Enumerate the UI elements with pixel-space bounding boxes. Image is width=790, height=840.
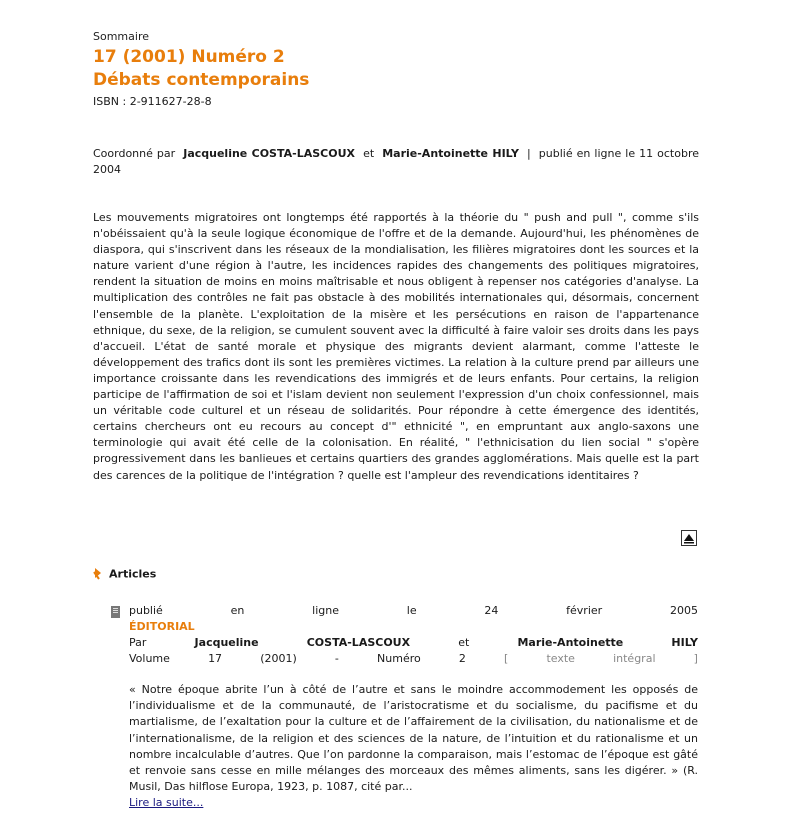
word: ligne — [312, 604, 339, 617]
author-first-name[interactable]: Marie-Antoinette — [517, 636, 624, 649]
article-authors-line — [129, 635, 698, 651]
breadcrumb-sommaire[interactable]: Sommaire — [93, 30, 149, 43]
back-to-top-button[interactable] — [681, 530, 697, 546]
arrow-icon — [93, 566, 105, 583]
article-section-title[interactable]: ÉDITORIAL — [129, 620, 195, 633]
issue-abstract: Les mouvements migratoires ont longtemps été rapportés à la théorie du " push and pull ", comme s'ils n'obéissaient qu'à la seule logique économique de l'offre et de la demande. Aujourd'hui, les phénomènes de diaspora, qui s'inscrivent dans les réseaux de la mondialisation, les filières migratoires dont les sources et la nature varient d'une région à l'autre, les incidences rapides des changements des politiques migratoires, rendent la situation de moins en moins maîtrisable et nous obligent à repenser nos catégories d'analyse. La multiplication des contrôles ne fait pas obstacle à des mobilités internationales qui, désormais, concernent l'ensemble de la planète. L'exploitation de la misère et les persécutions en raison de l'appartenance ethnique, du sexe, de la religion, se cumulent souvent avec la difficulté à faire valoir ses droits dans les pays d'accueil. L'état de santé morale et physique des migrants devient alarmant, comme l'atteste le développement des trafics dont ils sont les premières victimes. La relation à la culture prend par ailleurs une importance croissante dans les revendications des immigrés et de leurs enfants. Pour certains, la religion participe de l'affirmation de soi et l'islam devient non seulement l'expression d'un choix confessionnel, mais un véritable code culturel et un réseau de solidarités. Pour répondre à cette émergence des identités, certains chercheurs ont eu recours au concept d'" ethnicité ", en empruntant aux anglo-saxons une terminologie qui avait été celle de la colonisation. En réalité, " l'ethnicisation du lien social " s'opère progressivement dans les banlieues et certains quartiers des grandes agglomérations. Mais quelle est la part des carences de la politique de l'intégration ? quelle est l'ampleur des revendications identitaires ? — [93, 211, 699, 482]
read-more-link[interactable]: Lire la suite... — [129, 796, 204, 809]
article-excerpt: « Notre époque abrite l’un à côté de l’autre et sans le moindre accommodement les opposés de l’individualisme et de la communauté, de l’aristocratisme et du socialisme, du pacifisme et du martialisme, de l’exaltation pour la culture et de l’affairement de la civilisation, du nationalisme et de l’internationalisme, de la religion et des sciences de la nature, de l’intuition et du rationalisme et un nombre incalculable d’autres. Que l’on pardonne la comparaison, mais l’estomac de l’époque est gâté et renvoie sans cesse en mille mélanges des morceaux des mêmes aliments, sans les digérer. » (R. Musil, Das hilflose Europa, 1923, p. 1087, cité par... — [129, 683, 698, 794]
word: le — [406, 604, 417, 617]
word: publié — [129, 604, 163, 617]
word: 2 — [458, 652, 466, 665]
author-last-name[interactable]: HILY — [671, 636, 698, 649]
author-last-name[interactable]: COSTA-LASCOUX — [306, 636, 411, 649]
coordination-line — [93, 146, 699, 178]
word: février — [566, 604, 603, 617]
document-icon — [110, 604, 122, 623]
word: et — [458, 636, 470, 649]
article-entry — [129, 603, 698, 667]
full-text-link[interactable]: intégral — [613, 652, 656, 665]
issue-title: 17 (2001) Numéro 2 — [93, 47, 285, 67]
articles-heading-label: Articles — [109, 567, 157, 581]
word: 17 — [208, 652, 223, 665]
word: Numéro — [377, 652, 421, 665]
word: 24 — [484, 604, 499, 617]
isbn: ISBN : 2-911627-28-8 — [93, 95, 212, 108]
bracket: [ — [504, 652, 509, 665]
articles-heading — [93, 566, 156, 583]
author-first-name[interactable]: Jacqueline — [194, 636, 259, 649]
word: Par — [129, 636, 147, 649]
bracket: ] — [693, 652, 698, 665]
coord-conj: et — [363, 147, 375, 160]
full-text-link[interactable]: texte — [546, 652, 575, 665]
issue-subtitle: Débats contemporains — [93, 70, 310, 90]
coord-author-1[interactable]: Jacqueline COSTA-LASCOUX — [183, 147, 355, 160]
word: (2001) — [260, 652, 297, 665]
word: Volume — [129, 652, 170, 665]
back-to-top-icon — [682, 531, 696, 545]
word: - — [334, 652, 339, 665]
coord-separator: | — [527, 147, 531, 160]
coord-prefix: Coordonné par — [93, 147, 176, 160]
coord-published: publié en ligne le 11 octobre 2004 — [93, 147, 699, 176]
article-published-line — [129, 603, 698, 619]
article-volume-line — [129, 651, 698, 667]
word: en — [230, 604, 245, 617]
coord-author-2[interactable]: Marie-Antoinette HILY — [382, 147, 519, 160]
word: 2005 — [669, 604, 698, 617]
